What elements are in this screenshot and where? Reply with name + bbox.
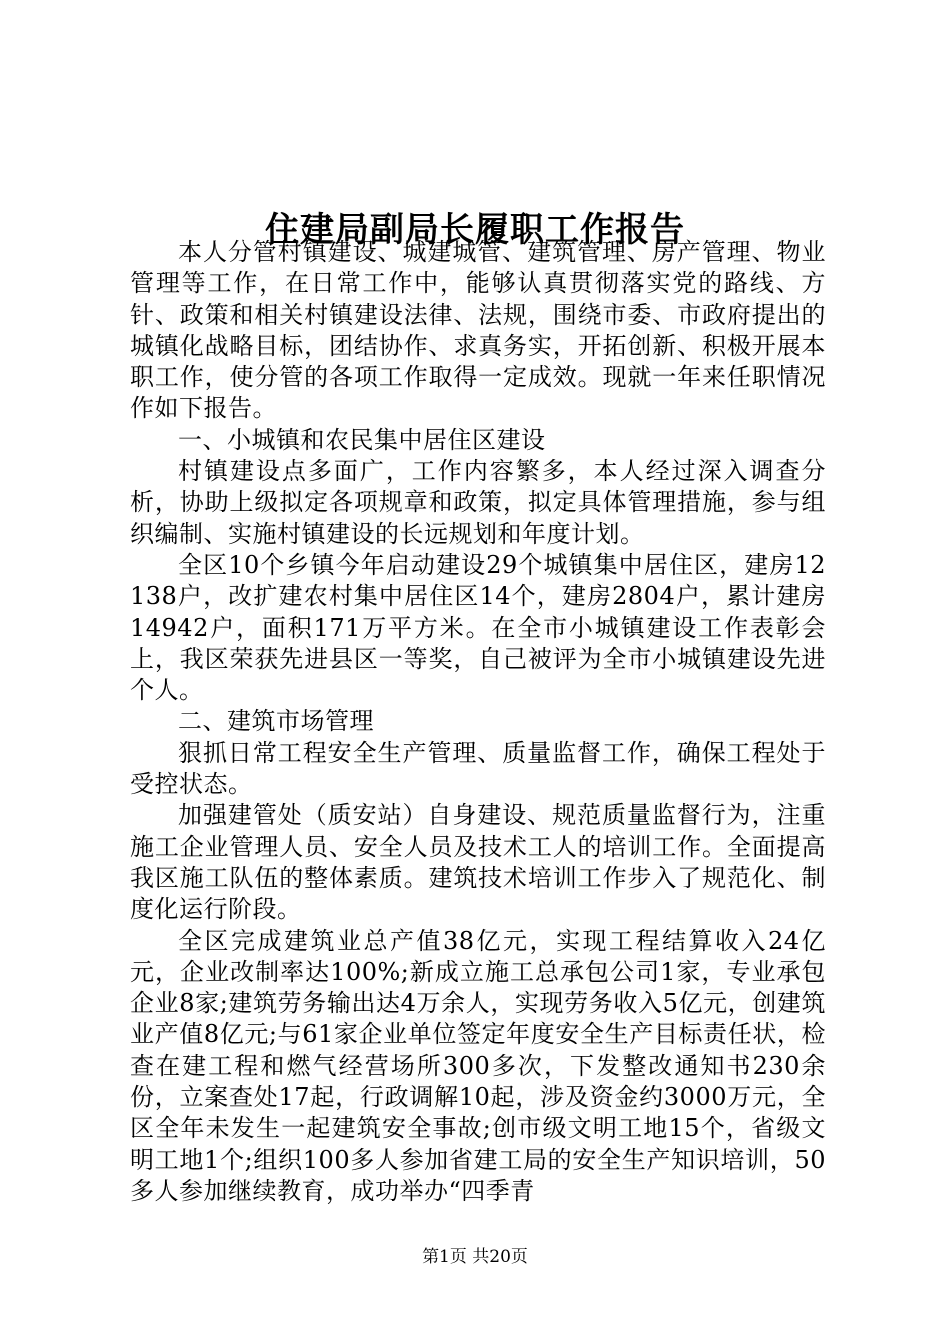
page-footer: 第1页 共20页 [422,1247,528,1267]
paragraph-village-results: 全区10个乡镇今年启动建设29个城镇集中居住区，建房12138户，改扩建农村集中居住区14个，建房2804户，累计建房14942户，面积171万平方米。在全市小城镇建设工作表彰会上，我区荣获先进县区一等奖，自己被评为全市小城镇建设先进个人。 [130,550,826,705]
paragraph-safety-management: 狠抓日常工程安全生产管理、质量监督工作，确保工程处于受控状态。 [130,738,826,799]
section-heading-2: 二、建筑市场管理 [178,707,374,736]
section-heading-1: 一、小城镇和农民集中居住区建设 [178,425,546,454]
paragraph-village-planning: 村镇建设点多面广，工作内容繁多，本人经过深入调查分析，协助上级拟定各项规章和政策，拟定具体管理措施，参与组织编制、实施村镇建设的长远规划和年度计划。 [130,457,826,548]
paragraph-intro: 本人分管村镇建设、城建城管、建筑管理、房产管理、物业管理等工作，在日常工作中，能够认真贯彻落实党的路线、方针、政策和相关村镇建设法律、法规，围绕市委、市政府提出的城镇化战略目标，团结协作、求真务实，开拓创新、积极开展本职工作，使分管的各项工作取得一定成效。现就一年来任职情况作如下报告。 [130,238,826,423]
paragraph-quality-station: 加强建管处（质安站）自身建设、规范质量监督行为，注重施工企业管理人员、安全人员及技术工人的培训工作。全面提高我区施工队伍的整体素质。建筑技术培训工作步入了规范化、制度化运行阶段。 [130,801,826,924]
paragraph-construction-results: 全区完成建筑业总产值38亿元，实现工程结算收入24亿元，企业改制率达100%;新成立施工总承包公司1家，专业承包企业8家;建筑劳务输出达4万余人，实现劳务收入5亿元，创建筑业产值8亿元;与61家企业单位签定年度安全生产目标责任状，检查在建工程和燃气经营场所300多次，下发整改通知书230余份，立案查处17起，行政调解10起，涉及资金约3000万元，全区全年未发生一起建筑安全事故;创市级文明工地15个，省级文明工地1个;组织100多人参加省建工局的安全生产知识培训，50多人参加继续教育，成功举办“四季青 [130,926,826,1205]
document-body [130,237,826,1207]
document-title: 住建局副局长履职工作报告 [265,209,685,250]
